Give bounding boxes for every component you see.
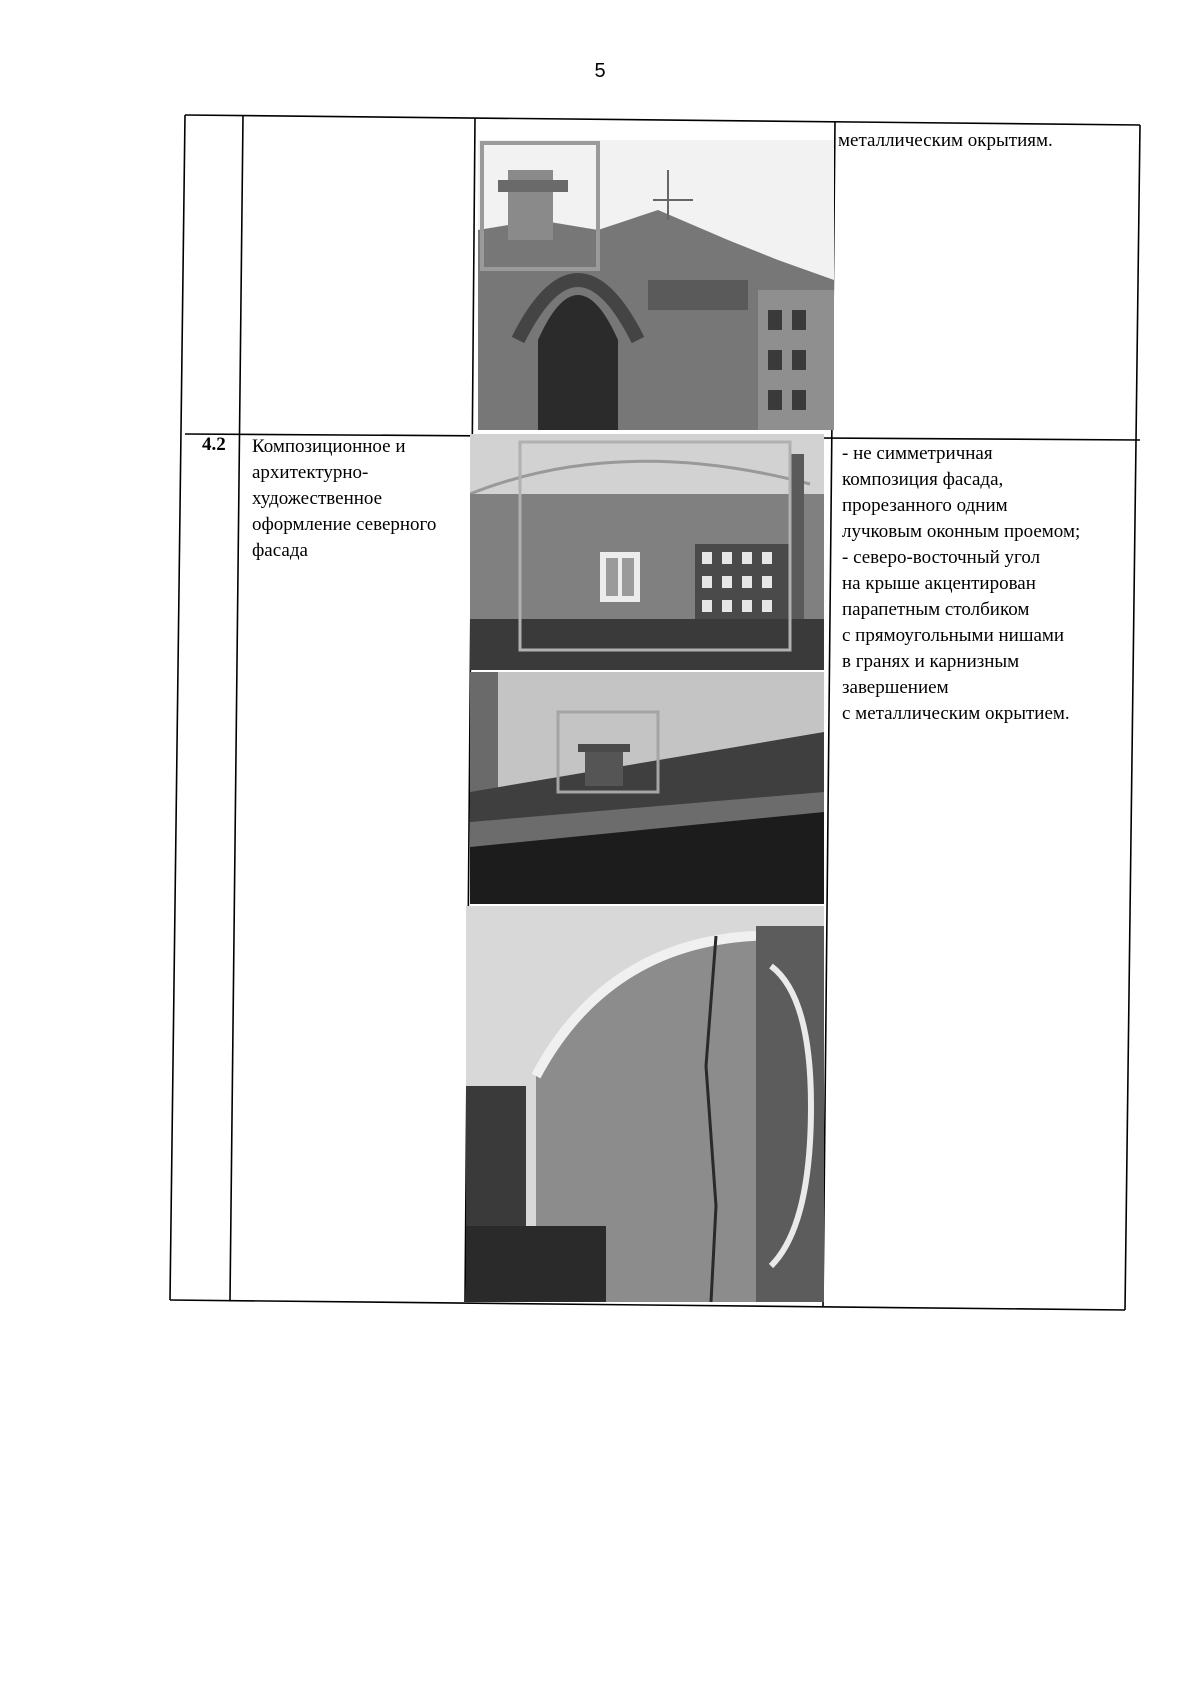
photo-roof-arch bbox=[466, 906, 824, 1302]
description-line: композиция фасада, bbox=[842, 469, 1004, 490]
element-line: фасада bbox=[252, 540, 308, 561]
description-line: парапетным столбиком bbox=[842, 599, 1030, 620]
row-2-description bbox=[842, 441, 1080, 727]
description-line: с прямоугольными нишами bbox=[842, 625, 1065, 646]
description-line: на крыше акцентирован bbox=[842, 573, 1036, 594]
element-line: архитектурно- bbox=[252, 462, 369, 483]
description-line: металлическим окрытиям. bbox=[838, 130, 1053, 151]
photo-facade-parapet bbox=[478, 140, 834, 430]
description-line: завершением bbox=[842, 677, 949, 698]
description-line: в гранях и карнизным bbox=[842, 651, 1020, 672]
description-line: с металлическим окрытием. bbox=[842, 703, 1070, 724]
description-line: лучковым оконным проемом; bbox=[842, 521, 1081, 542]
description-line: прорезанного одним bbox=[842, 495, 1008, 516]
description-line: - не симметричная bbox=[842, 443, 993, 464]
element-line: Композиционное и bbox=[252, 436, 406, 457]
row-1-description bbox=[838, 128, 1053, 154]
page-number: 5 bbox=[594, 60, 606, 82]
photo-north-facade bbox=[470, 434, 824, 670]
row-2-number: 4.2 bbox=[202, 434, 226, 455]
photo-parapet-corner bbox=[470, 672, 824, 904]
row-2-element bbox=[252, 434, 436, 564]
element-line: художественное bbox=[252, 488, 383, 509]
element-line: оформление северного bbox=[252, 514, 437, 535]
description-line: - северо-восточный угол bbox=[842, 547, 1041, 568]
